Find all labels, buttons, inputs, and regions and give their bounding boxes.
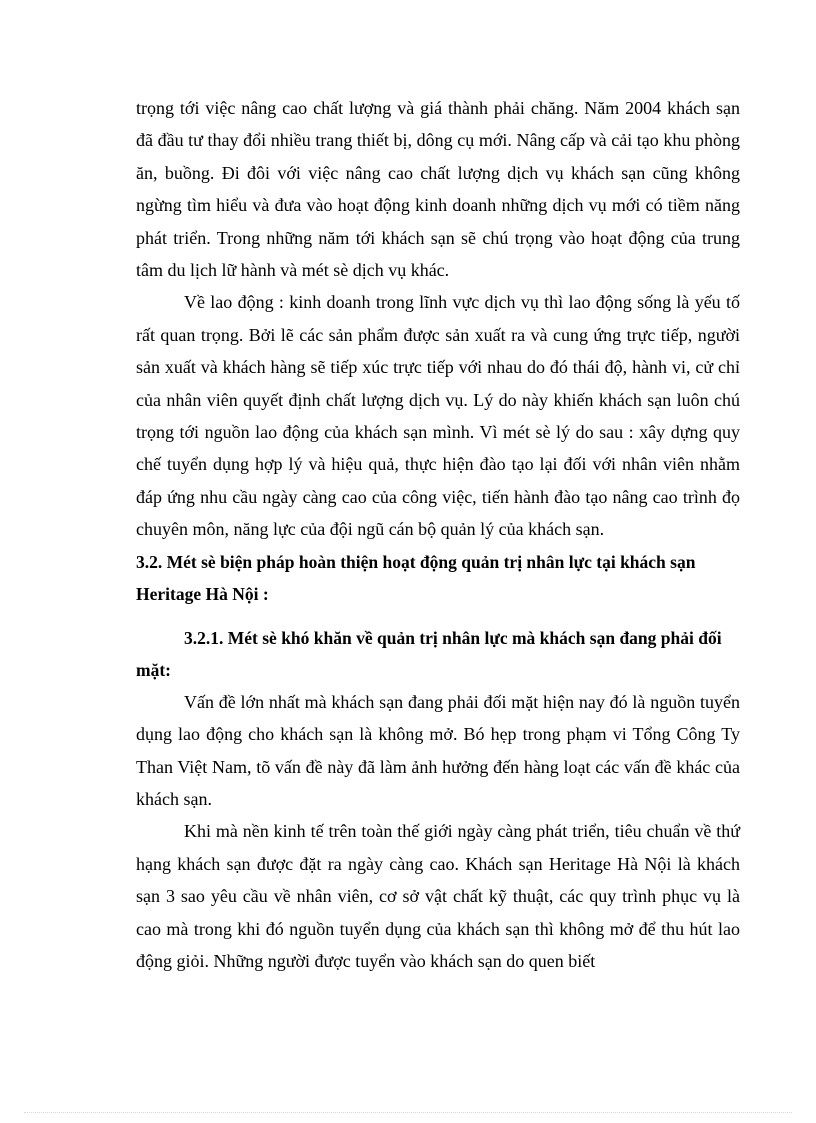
paragraph-continuation: trọng tới việc nâng cao chất lượng và giá thành phải chăng. Năm 2004 khách sạn đã đầu tư thay đổi nhiều trang thiết bị, dông cụ mới. Nâng cấp và cải tạo khu phòng ăn, buồng. Đi đôi với việc nâng cao chất lượng dịch vụ khách sạn cũng không ngừng tìm hiểu và đưa vào hoạt động kinh doanh những dịch vụ mới có tiềm năng phát triển. Trong những năm tới khách sạn sẽ chú trọng vào hoạt động của trung tâm du lịch lữ hành và mét sè dịch vụ khác. xyxy=(136,98,740,281)
paragraph-economy-standards: Khi mà nền kinh tế trên toàn thế giới ngày càng phát triển, tiêu chuẩn về thứ hạng khách sạn được đặt ra ngày càng cao. Khách sạn Heritage Hà Nội là khách sạn 3 sao yêu cầu về nhân viên, cơ sở vật chất kỹ thuật, các quy trình phục vụ là cao mà trong khi đó nguồn tuyển dụng của khách sạn thì không mở để thu hút lao động giỏi. Những người được tuyển vào khách sạn do quen biết xyxy=(136,821,740,971)
page-bottom-divider xyxy=(24,1112,792,1113)
subsection-heading-3-2-1: 3.2.1. Mét sè khó khăn về quản trị nhân lực mà khách sạn đang phải đối mặt: xyxy=(136,627,722,680)
section-heading-3-2: 3.2. Mét sè biện pháp hoàn thiện hoạt động quản trị nhân lực tại khách sạn Heritage Hà Nội : xyxy=(136,551,696,604)
paragraph-recruitment-problem: Vấn đề lớn nhất mà khách sạn đang phải đối mặt hiện nay đó là nguồn tuyển dụng lao động cho khách sạn là không mở. Bó hẹp trong phạm vi Tổng Công Ty Than Việt Nam, tõ vấn đề này đã làm ảnh hưởng đến hàng loạt các vấn đề khác của khách sạn. xyxy=(136,691,740,809)
paragraph-labor: Về lao động : kinh doanh trong lĩnh vực dịch vụ thì lao động sống là yếu tố rất quan trọng. Bởi lẽ các sản phẩm được sản xuất ra và cung ứng trực tiếp, người sản xuất và khách hàng sẽ tiếp xúc trực tiếp với nhau do đó thái độ, hành vi, cử chỉ của nhân viên quyết định chất lượng dịch vụ. Lý do này khiến khách sạn luôn chú trọng tới nguồn lao động của khách sạn mình. Vì mét sè lý do sau : xây dựng quy chế tuyển dụng hợp lý và hiệu quả, thực hiện đào tạo lại đối với nhân viên nhằm đáp ứng nhu cầu ngày càng cao của công việc, tiến hành đào tạo nâng cao trình đọ chuyên môn, năng lực của đội ngũ cán bộ quản lý của khách sạn. xyxy=(136,292,740,540)
document-body xyxy=(136,92,740,977)
